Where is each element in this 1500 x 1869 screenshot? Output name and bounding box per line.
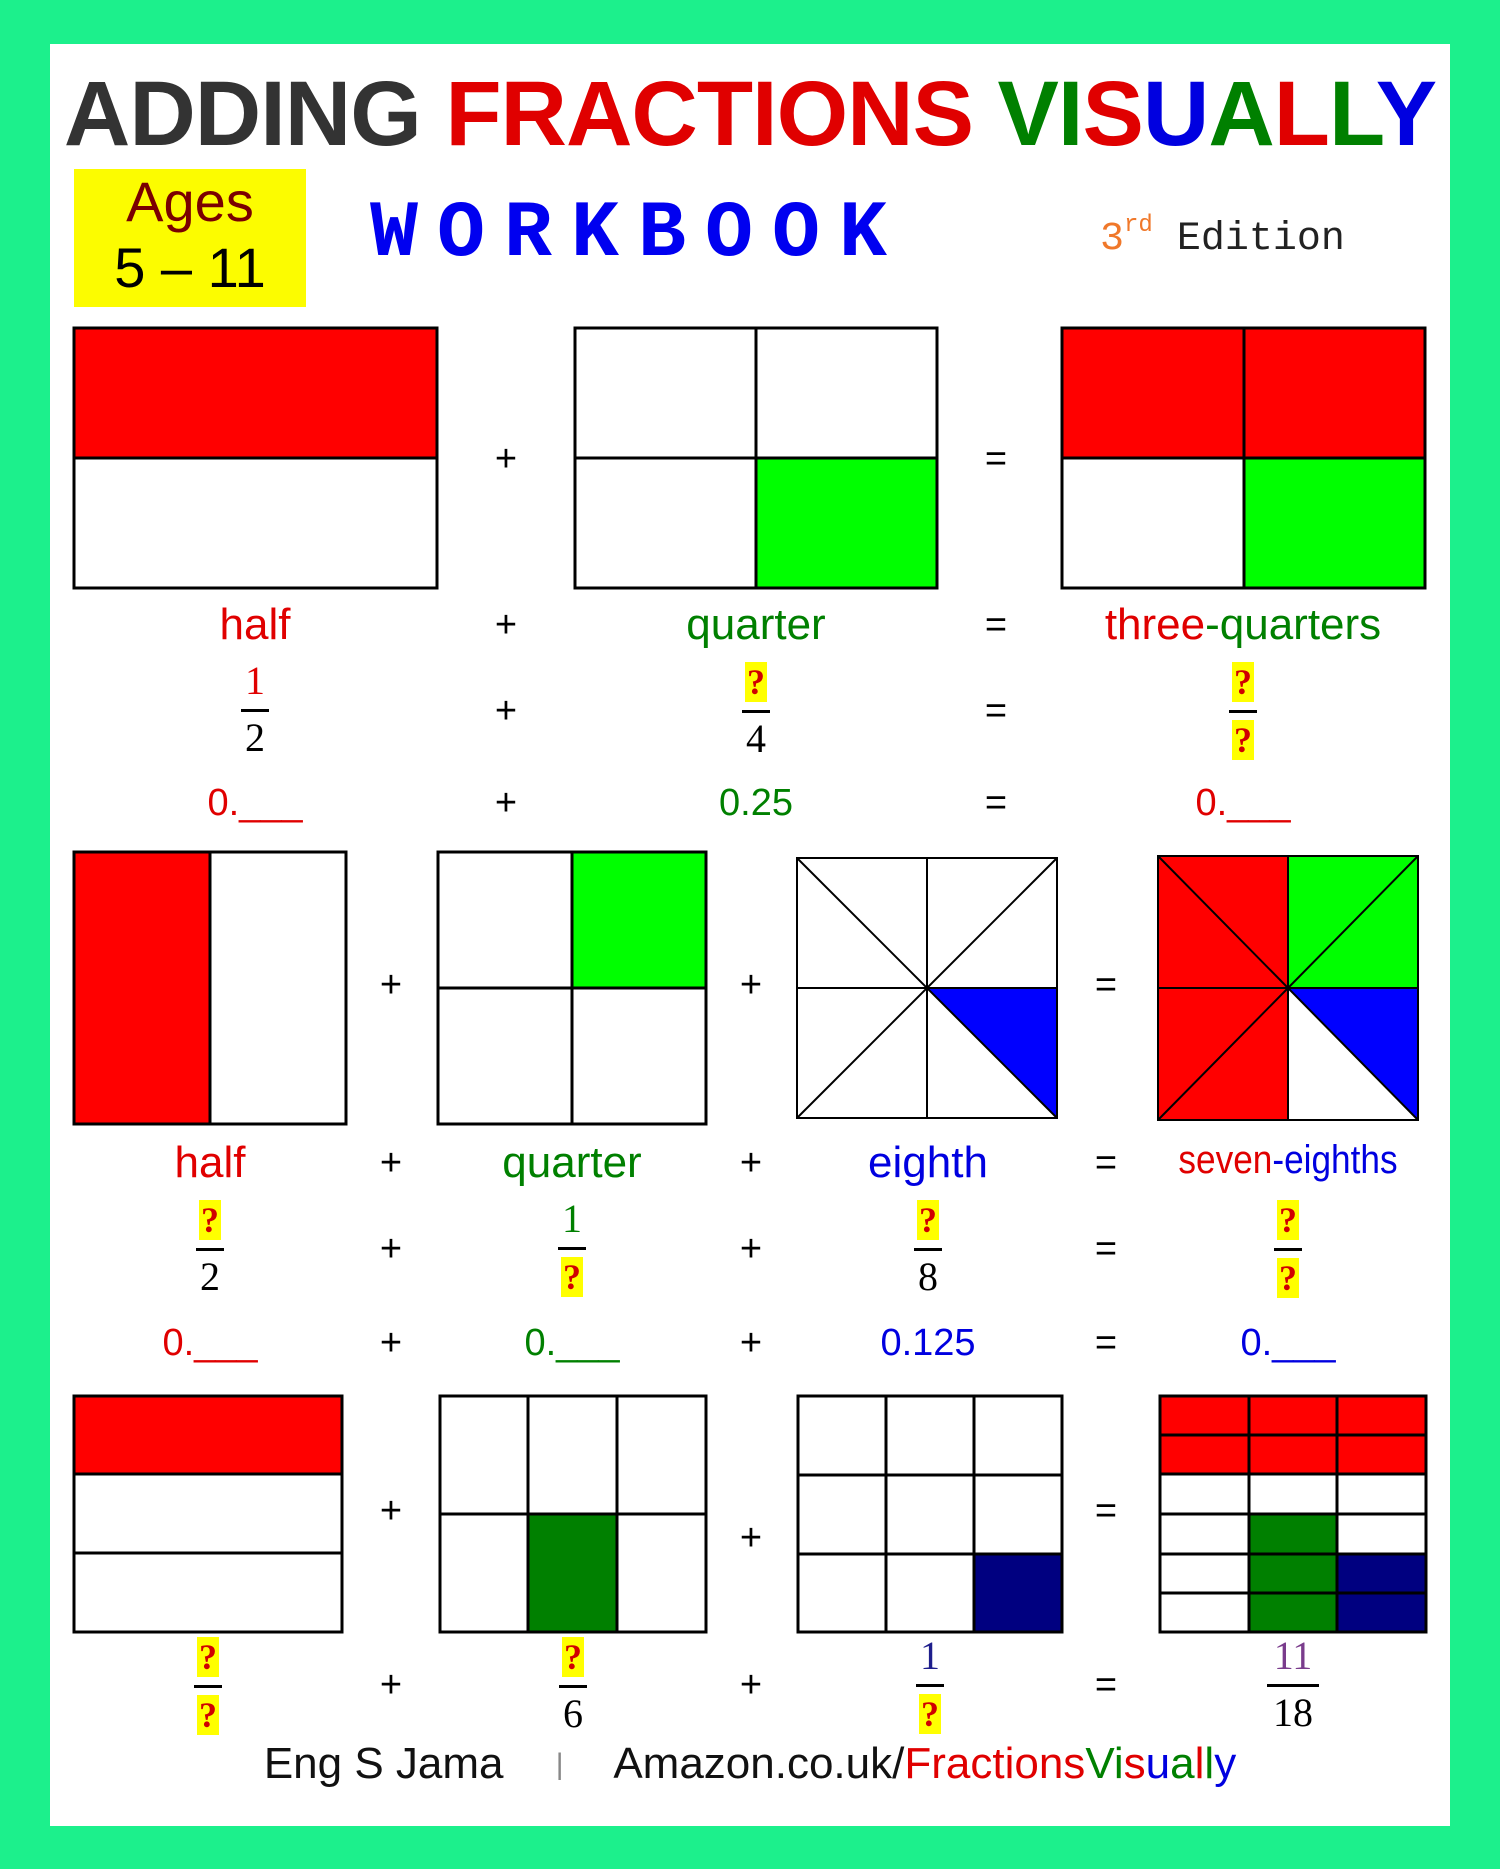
title-word-fractions: FRACTIONS [445,63,973,165]
row3-frac-c-den: ? [921,1694,939,1734]
row1-frac-plus: + [494,690,518,732]
author-name: Eng S Jama [263,1739,504,1788]
row1-frac-c-num: ? [1234,662,1252,702]
sixth-diagram [440,1396,706,1632]
row2-decimal-eighth: 0.125 [880,1322,976,1364]
amazon-link[interactable]: Amazon.co.uk/FractionsVisually [613,1739,1237,1788]
row2-fraction-answer [1248,1195,1328,1302]
row2-frac-c-den: 8 [918,1254,938,1299]
row3-fraction-answer [1253,1632,1333,1737]
row1-frac-a-num: 1 [245,658,265,703]
eleven-eighteenths-diagram [1160,1396,1426,1632]
ages-range: 5 – 11 [114,236,266,299]
row2-fraction-half [170,1195,250,1301]
footer [50,1739,1450,1789]
ages-label: Ages [126,170,254,233]
title-word-visually: VISUALLY [997,63,1437,165]
seven-eighths-diagram [1158,856,1418,1120]
row3-plus-2: + [739,1517,763,1559]
row1-dec-equals: = [984,782,1008,824]
row2-word-plus-1: + [379,1142,403,1184]
row2-frac-b-num: 1 [562,1196,582,1241]
row3-plus-1: + [379,1490,403,1532]
row2-frac-a-den: 2 [200,1254,220,1299]
row2-frac-b-den: ? [563,1257,581,1297]
half-vertical-diagram [74,852,346,1124]
row1-fraction-quarter [716,657,796,763]
row1-dec-plus: + [494,782,518,824]
row2-frac-a-num: ? [201,1200,219,1240]
row3-frac-b-num: ? [564,1637,582,1677]
row3-frac-a-num: ? [199,1637,217,1677]
row1-word-three-quarters: three-quarters [1104,600,1382,649]
row2-dec-equals: = [1094,1322,1118,1364]
row2-frac-plus-1: + [379,1228,403,1270]
row2-word-plus-2: + [739,1142,763,1184]
ninth-diagram [798,1396,1062,1632]
row3-fraction-third [168,1632,248,1739]
row3-fraction-sixth [533,1632,613,1738]
edition-word: Edition [1176,217,1345,262]
row1-decimal-answer: 0.___ [1195,782,1291,824]
row1-fraction-answer [1203,657,1283,764]
row2-frac-d-den: ? [1279,1258,1297,1298]
row2-decimal-quarter: 0.___ [524,1322,620,1364]
row1-word-plus: + [494,604,518,646]
row2-dec-plus-1: + [379,1322,403,1364]
row1-frac-c-den: ? [1234,720,1252,760]
row3-fraction-ninth [890,1632,970,1738]
row2-frac-d-num: ? [1279,1200,1297,1240]
third-diagram [74,1396,342,1632]
row1-frac-b-num: ? [747,662,765,702]
row1-equals-sign: = [984,438,1008,480]
row2-word-seven-eighths: seven-eighths [1178,1138,1398,1182]
row2-decimal-half: 0.___ [162,1322,258,1364]
title-word-adding: ADDING [63,63,421,165]
footer-separator: | [555,1748,564,1781]
row1-word-equals: = [984,604,1008,646]
edition-number: 3rd [1100,212,1153,262]
row3-frac-a-den: ? [199,1695,217,1735]
row1-frac-equals: = [984,690,1008,732]
eighth-diagram [797,858,1057,1118]
workbook-subtitle: WORKBOOK [370,189,907,280]
row2-dec-plus-2: + [739,1322,763,1364]
row2-plus-1: + [379,964,403,1006]
row1-frac-a-den: 2 [245,715,265,760]
row2-fraction-eighth [888,1195,968,1301]
three-quarters-diagram [1062,328,1425,588]
row3-equals: = [1094,1490,1118,1532]
row1-fraction-half [215,657,295,762]
row3-frac-b-den: 6 [563,1691,583,1736]
row1-decimal-half: 0.___ [207,782,303,824]
row3-frac-c-num: 1 [920,1633,940,1678]
row2-word-eighth: eighth [868,1138,988,1187]
row1-word-half: half [219,600,291,649]
quarter-square-diagram [438,852,706,1124]
row1-word-quarter: quarter [686,600,826,649]
row2-plus-2: + [739,964,763,1006]
row1-plus-sign: + [494,438,518,480]
row2-word-half: half [174,1138,246,1187]
row1-frac-b-den: 4 [746,716,766,761]
row2-fraction-quarter [532,1195,612,1301]
quarter-diagram [575,328,937,588]
workbook-cover [50,44,1450,1826]
row3-frac-plus-2: + [739,1664,763,1706]
row3-frac-d-num: 11 [1273,1633,1313,1678]
row2-decimal-answer: 0.___ [1240,1322,1336,1364]
row2-word-equals: = [1094,1142,1118,1184]
row2-frac-equals: = [1094,1228,1118,1270]
row3-frac-plus-1: + [379,1664,403,1706]
row3-frac-equals: = [1094,1664,1118,1706]
row2-word-quarter: quarter [502,1138,642,1187]
half-horizontal-diagram [74,328,437,588]
row2-frac-c-num: ? [919,1200,937,1240]
row1-decimal-quarter: 0.25 [719,782,793,824]
row3-frac-d-den: 18 [1273,1690,1313,1735]
row2-frac-plus-2: + [739,1228,763,1270]
row2-equals: = [1094,964,1118,1006]
